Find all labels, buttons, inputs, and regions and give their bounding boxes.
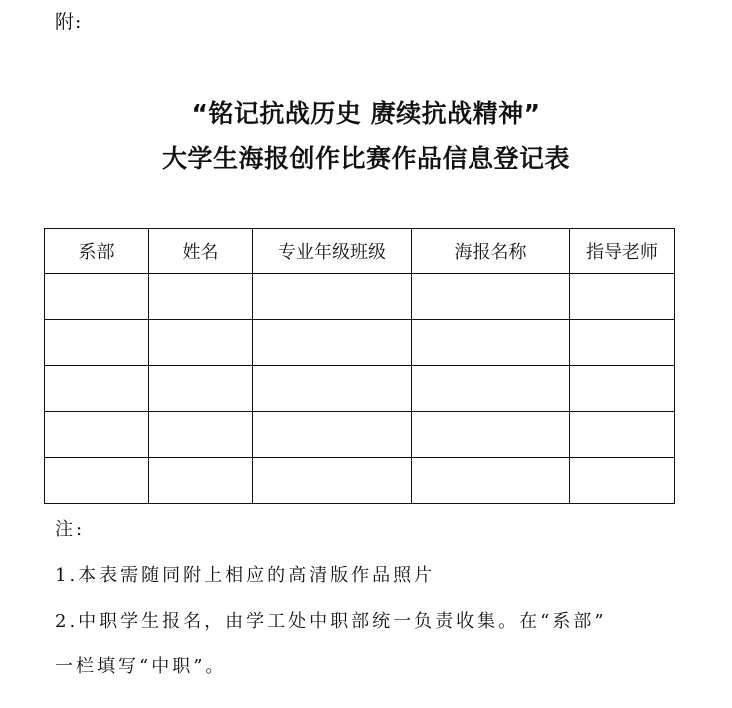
table-row xyxy=(45,274,675,320)
table-cell[interactable] xyxy=(149,320,253,366)
document-title-line-1: “铭记抗战历史 赓续抗战精神” xyxy=(191,99,541,128)
table-row xyxy=(45,458,675,504)
table-header-row xyxy=(45,229,675,274)
table-cell[interactable] xyxy=(149,274,253,320)
header-major-grade-class: 专业年级班级 xyxy=(253,229,412,274)
table-cell[interactable] xyxy=(45,320,149,366)
table-cell[interactable] xyxy=(570,458,675,504)
note-item-2-continued: 一栏填写“中职”。 xyxy=(55,656,227,677)
table-cell[interactable] xyxy=(45,458,149,504)
registration-table xyxy=(44,228,675,504)
table-cell[interactable] xyxy=(412,320,570,366)
table-cell[interactable] xyxy=(570,412,675,458)
table-cell[interactable] xyxy=(253,458,412,504)
table-cell[interactable] xyxy=(45,274,149,320)
table-cell[interactable] xyxy=(412,366,570,412)
table-cell[interactable] xyxy=(149,458,253,504)
attachment-label: 附: xyxy=(55,11,83,33)
header-advisor: 指导老师 xyxy=(570,229,675,274)
table-row xyxy=(45,366,675,412)
header-department: 系部 xyxy=(45,229,149,274)
table-cell[interactable] xyxy=(412,274,570,320)
table-cell[interactable] xyxy=(253,320,412,366)
table-cell[interactable] xyxy=(149,412,253,458)
table-cell[interactable] xyxy=(412,412,570,458)
notes-label: 注: xyxy=(55,519,86,540)
note-item-1: 1.本表需随同附上相应的高清版作品照片 xyxy=(55,565,436,586)
table-cell[interactable] xyxy=(253,412,412,458)
table-cell[interactable] xyxy=(253,274,412,320)
table-cell[interactable] xyxy=(45,412,149,458)
table-cell[interactable] xyxy=(412,458,570,504)
document-title-line-2: 大学生海报创作比赛作品信息登记表 xyxy=(161,144,570,173)
table-row xyxy=(45,320,675,366)
table-cell[interactable] xyxy=(570,274,675,320)
table-cell[interactable] xyxy=(570,320,675,366)
header-poster-title: 海报名称 xyxy=(412,229,570,274)
note-item-2: 2.中职学生报名，由学工处中职部统一负责收集。在“系部” xyxy=(55,611,607,632)
table-cell[interactable] xyxy=(253,366,412,412)
table-cell[interactable] xyxy=(570,366,675,412)
table-cell[interactable] xyxy=(45,366,149,412)
header-name: 姓名 xyxy=(149,229,253,274)
table-row xyxy=(45,412,675,458)
table-cell[interactable] xyxy=(149,366,253,412)
